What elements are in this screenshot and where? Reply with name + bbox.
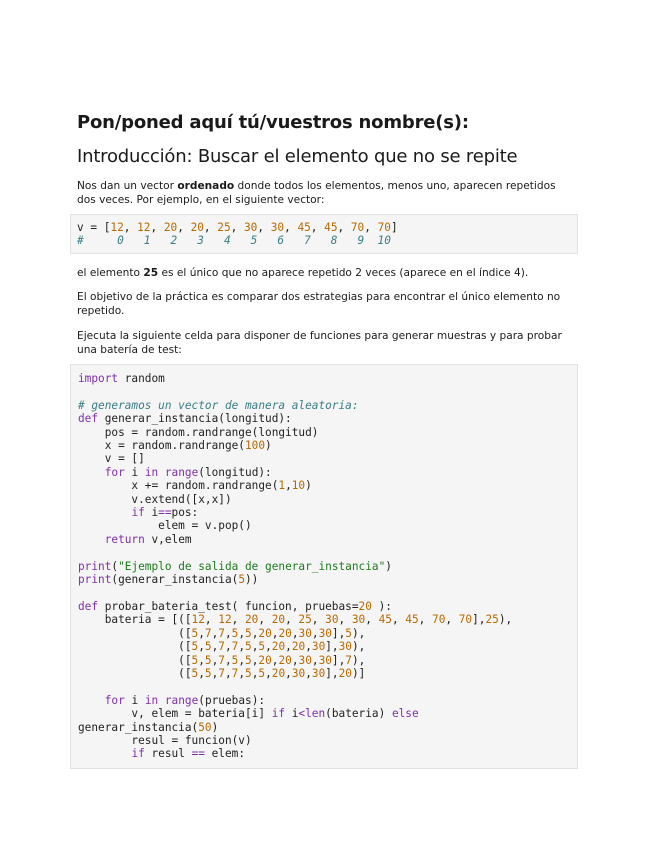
example-code-line-1: v = [12, 12, 20, 20, 25, 30, 30, 45, 45, 70, 70] bbox=[77, 221, 398, 234]
code-line: x += random.randrange(1,10) bbox=[78, 479, 312, 493]
para25-bold-number: 25 bbox=[143, 267, 159, 279]
code-cell[interactable] bbox=[70, 364, 578, 769]
code-line: if resul == elem: bbox=[131, 747, 245, 761]
code-line: for i in range(longitud): bbox=[104, 465, 272, 479]
code-line: # generamos un vector de manera aleatoria: bbox=[78, 398, 359, 412]
code-line: def probar_bateria_test( funcion, pruebas=20 ): bbox=[78, 599, 392, 613]
example-code-line-2: # 0 1 2 3 4 5 6 7 8 9 10 bbox=[77, 234, 391, 248]
code-line: ([5,5,7,7,5,5,20,30,30],20)] bbox=[78, 666, 366, 680]
code-line: v.extend([x,x]) bbox=[78, 492, 232, 506]
code-line: elem = v.pop() bbox=[78, 519, 252, 533]
code-line: generar_instancia(50) bbox=[78, 720, 219, 734]
section-heading: Introducción: Buscar el elemento que no se repite bbox=[77, 146, 518, 167]
code-line: if i==pos: bbox=[131, 506, 199, 520]
page-title: Pon/poned aquí tú/vuestros nombre(s): bbox=[77, 112, 469, 133]
code-line: bateria = [([12, 12, 20, 20, 25, 30, 30, 45, 45, 70, 70],25), bbox=[78, 613, 513, 627]
code-line: def generar_instancia(longitud): bbox=[78, 412, 292, 426]
code-line: x = random.randrange(100) bbox=[78, 439, 272, 453]
code-line: print(generar_instancia(5)) bbox=[78, 573, 259, 587]
code-line: ([5,5,7,5,5,20,20,30,30],7), bbox=[78, 653, 366, 667]
code-line: v = [] bbox=[78, 452, 145, 466]
example-code-block[interactable] bbox=[70, 214, 578, 254]
code-cell-source bbox=[71, 365, 577, 761]
code-line: pos = random.randrange(longitud) bbox=[78, 425, 319, 439]
objective-paragraph: El objetivo de la práctica es comparar dos estrategias para encontrar el único elemento no repetido. bbox=[77, 291, 561, 317]
code-line: v, elem = bateria[i] if i<len(bateria) else bbox=[78, 707, 419, 721]
intro-text-end: donde todos los elementos, menos uno, aparecen repetidos dos veces. Por ejemplo, en el siguiente vector: bbox=[77, 180, 556, 206]
para25-text-end: es el único que no aparece repetido 2 veces (aparece en el índice 4). bbox=[158, 267, 529, 279]
code-line: ([5,5,7,7,5,5,20,20,30],30), bbox=[78, 640, 366, 654]
code-line: print("Ejemplo de salida de generar_instancia") bbox=[78, 559, 392, 573]
code-line: for i in range(pruebas): bbox=[104, 693, 266, 707]
intro-text-start: Nos dan un vector bbox=[77, 180, 178, 192]
execute-paragraph: Ejecuta la siguiente celda para disponer de funciones para generar muestras y para probar una batería de test: bbox=[77, 330, 562, 356]
example-code bbox=[71, 215, 577, 248]
code-line: ([5,7,7,5,5,20,20,30,30],5), bbox=[78, 626, 366, 640]
code-line: return v,elem bbox=[104, 532, 192, 546]
element-25-paragraph bbox=[77, 266, 577, 280]
intro-bold-word: ordenado bbox=[177, 180, 235, 192]
code-line: resul = funcion(v) bbox=[78, 733, 252, 747]
code-line: import random bbox=[78, 372, 165, 385]
para25-text-start: el elemento bbox=[77, 267, 144, 279]
intro-paragraph bbox=[77, 179, 577, 207]
